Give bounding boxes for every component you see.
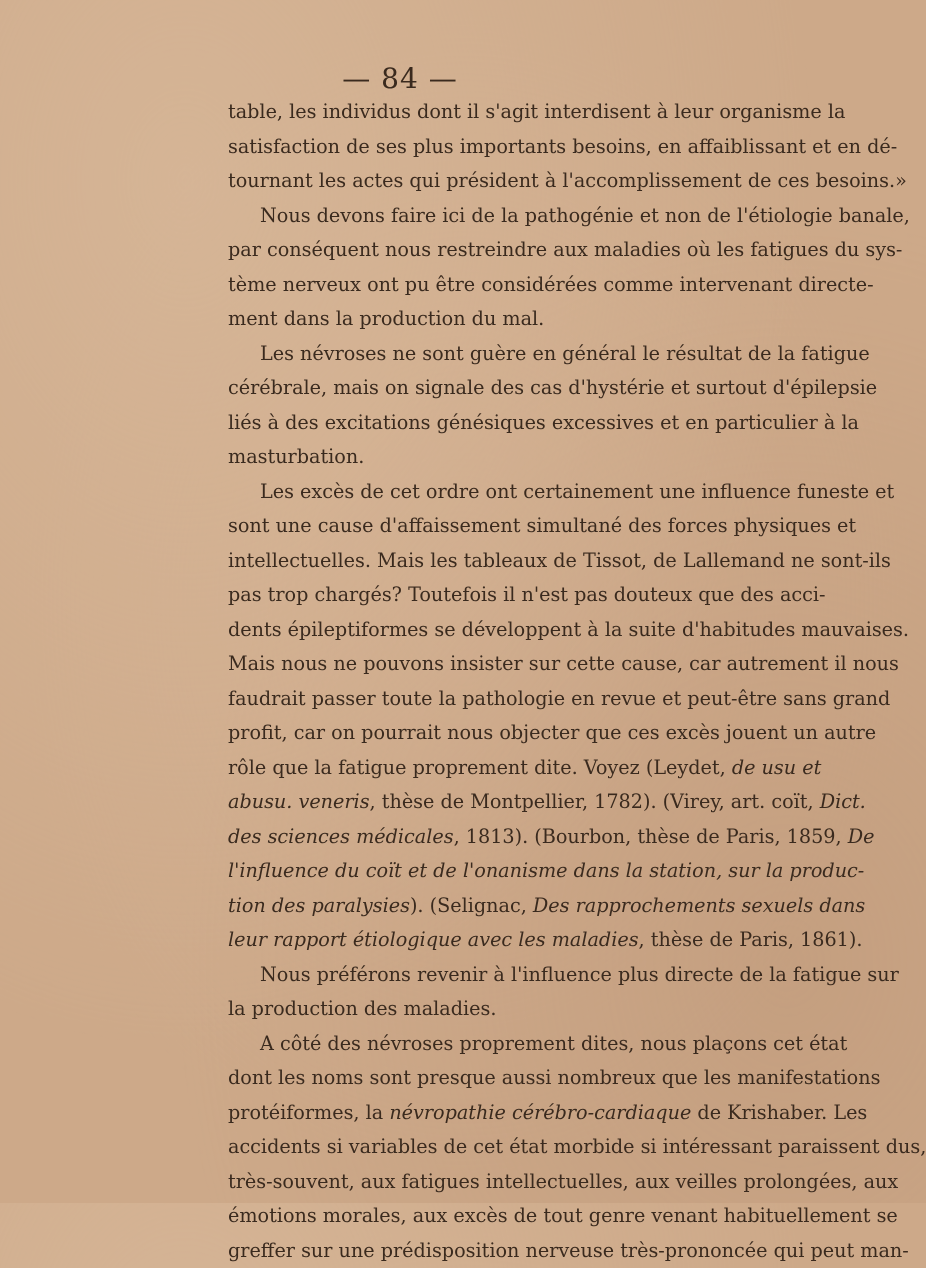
text-line xyxy=(228,406,773,441)
italic-text: abusu. veneris xyxy=(228,790,370,813)
text-line xyxy=(228,233,773,268)
text-segment: greffer sur une prédisposition nerveuse très-prononcée qui peut man- xyxy=(228,1239,909,1262)
text-line xyxy=(228,1199,773,1234)
page-number: — 84 — xyxy=(0,62,800,95)
text-segment: satisfaction de ses plus importants besoins, en affaiblissant et en dé- xyxy=(228,135,897,158)
text-segment: cérébrale, mais on signale des cas d'hystérie et surtout d'épilepsie xyxy=(228,376,877,399)
text-segment: rôle que la fatigue proprement dite. Voyez (Leydet, xyxy=(228,756,732,779)
text-line xyxy=(228,509,773,544)
text-line xyxy=(228,647,773,682)
italic-text: de usu et xyxy=(732,756,821,779)
italic-text: des sciences médicales xyxy=(228,825,454,848)
text-segment: ). (Selignac, xyxy=(410,894,533,917)
text-segment: Les excès de cet ordre ont certainement une influence funeste et xyxy=(260,480,894,503)
text-segment: ment dans la production du mal. xyxy=(228,307,544,330)
italic-text: névropathie cérébro-cardiaque xyxy=(389,1101,691,1124)
text-segment: la production des maladies. xyxy=(228,997,496,1020)
text-segment: A côté des névroses proprement dites, nous plaçons cet état xyxy=(260,1032,847,1055)
text-segment: accidents si variables de cet état morbide si intéressant paraissent dus, xyxy=(228,1135,926,1158)
text-line xyxy=(228,95,773,130)
text-line xyxy=(228,716,773,751)
text-line xyxy=(228,371,773,406)
text-line xyxy=(228,613,773,648)
text-line xyxy=(228,578,773,613)
text-line xyxy=(228,820,773,855)
text-segment: intellectuelles. Mais les tableaux de Tissot, de Lallemand ne sont-ils xyxy=(228,549,891,572)
italic-text: tion des paralysies xyxy=(228,894,410,917)
text-line xyxy=(228,475,773,510)
italic-text: leur rapport étiologique avec les maladies xyxy=(228,928,639,951)
text-line xyxy=(228,1165,773,1200)
text-line xyxy=(228,923,773,958)
text-line xyxy=(228,854,773,889)
text-segment: tournant les actes qui président à l'accomplissement de ces besoins.» xyxy=(228,169,907,192)
text-line xyxy=(228,302,773,337)
text-segment: très-souvent, aux fatigues intellectuelles, aux veilles prolongées, aux xyxy=(228,1170,898,1193)
text-segment: Nous devons faire ici de la pathogénie et non de l'étiologie banale, xyxy=(260,204,910,227)
text-segment: émotions morales, aux excès de tout genre venant habituellement se xyxy=(228,1204,898,1227)
text-segment: , thèse de Montpellier, 1782). (Virey, art. coït, xyxy=(370,790,820,813)
text-line xyxy=(228,337,773,372)
text-line xyxy=(228,682,773,717)
text-segment: faudrait passer toute la pathologie en revue et peut-être sans grand xyxy=(228,687,890,710)
text-line xyxy=(228,1096,773,1131)
text-line xyxy=(228,785,773,820)
text-line xyxy=(228,992,773,1027)
text-segment: dont les noms sont presque aussi nombreux que les manifestations xyxy=(228,1066,880,1089)
text-line xyxy=(228,268,773,303)
text-line xyxy=(228,1061,773,1096)
text-segment: Nous préférons revenir à l'influence plus directe de la fatigue sur xyxy=(260,963,899,986)
text-segment: , 1813). (Bourbon, thèse de Paris, 1859, xyxy=(454,825,848,848)
text-segment: Les névroses ne sont guère en général le résultat de la fatigue xyxy=(260,342,870,365)
text-segment: liés à des excitations génésiques excessives et en particulier à la xyxy=(228,411,859,434)
text-segment: protéiformes, la xyxy=(228,1101,389,1124)
italic-text: Des rapprochements sexuels dans xyxy=(533,894,865,917)
text-line xyxy=(228,751,773,786)
text-line xyxy=(228,544,773,579)
text-segment: pas trop chargés? Toutefois il n'est pas douteux que des acci- xyxy=(228,583,826,606)
text-segment: par conséquent nous restreindre aux maladies où les fatigues du sys- xyxy=(228,238,902,261)
text-line xyxy=(228,164,773,199)
text-line xyxy=(228,1234,773,1268)
italic-text: l'influence du coït et de l'onanisme dans la station, sur la produc- xyxy=(228,859,864,882)
italic-text: Dict. xyxy=(820,790,866,813)
italic-text: De xyxy=(848,825,875,848)
text-line xyxy=(228,199,773,234)
body-text xyxy=(228,95,773,1268)
text-line xyxy=(228,889,773,924)
text-line xyxy=(228,1027,773,1062)
text-line xyxy=(228,1130,773,1165)
text-segment: dents épileptiformes se développent à la suite d'habitudes mauvaises. xyxy=(228,618,909,641)
text-line xyxy=(228,958,773,993)
text-segment: table, les individus dont il s'agit interdisent à leur organisme la xyxy=(228,100,845,123)
text-line xyxy=(228,440,773,475)
text-segment: tème nerveux ont pu être considérées comme intervenant directe- xyxy=(228,273,874,296)
text-line xyxy=(228,130,773,165)
text-segment: de Krishaber. Les xyxy=(691,1101,867,1124)
text-segment: Mais nous ne pouvons insister sur cette cause, car autrement il nous xyxy=(228,652,899,675)
text-segment: , thèse de Paris, 1861). xyxy=(639,928,863,951)
text-segment: profit, car on pourrait nous objecter que ces excès jouent un autre xyxy=(228,721,876,744)
text-segment: sont une cause d'affaissement simultané des forces physiques et xyxy=(228,514,856,537)
text-segment: masturbation. xyxy=(228,445,364,468)
